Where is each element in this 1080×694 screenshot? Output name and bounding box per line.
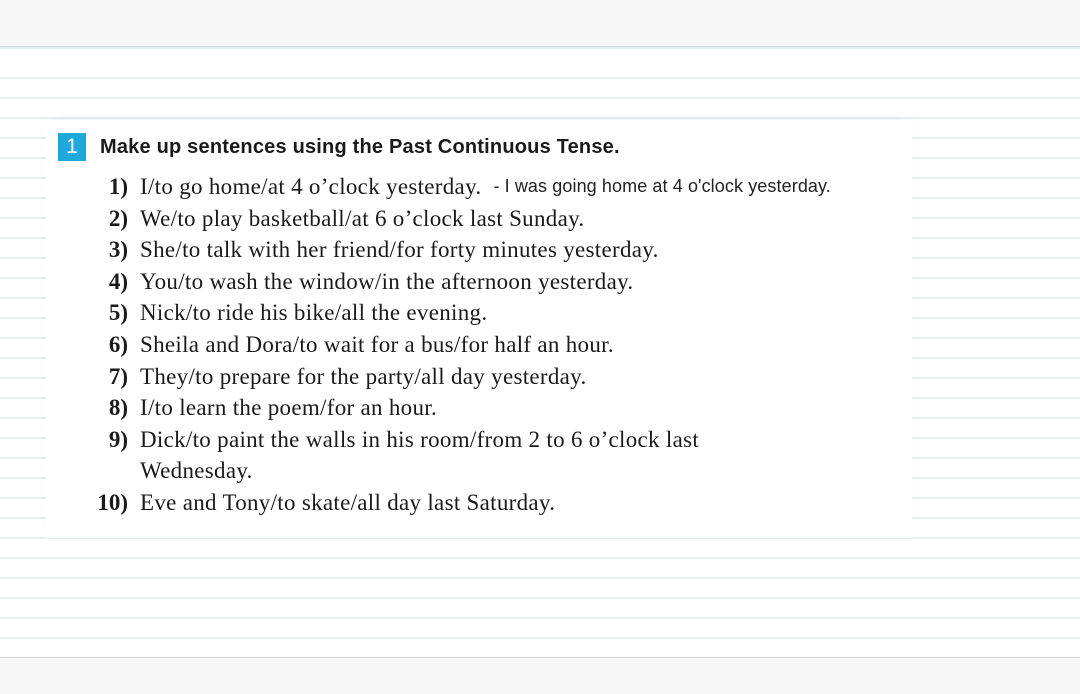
- list-item: [90, 266, 1070, 298]
- exercise-item-list: [90, 171, 1070, 519]
- handwritten-answer: - I was going home at 4 o'clock yesterday.: [493, 176, 831, 196]
- item-number: 10): [97, 489, 128, 515]
- item-prompt-line: Dick/to paint the walls in his room/from 2 to 6 o’clock last: [140, 426, 700, 452]
- item-number: 2): [108, 205, 128, 231]
- list-item: [90, 361, 1070, 393]
- list-item: [90, 234, 1070, 266]
- item-prompt: They/to prepare for the party/all day yesterday.: [140, 363, 587, 389]
- list-item: [90, 171, 1070, 203]
- top-toolbar: [0, 0, 1080, 47]
- item-number: 8): [108, 395, 128, 421]
- item-number: 4): [108, 268, 128, 294]
- bottom-toolbar: [0, 657, 1080, 694]
- item-prompt-multiline: [140, 424, 699, 487]
- list-item: [90, 203, 1070, 235]
- list-item: [90, 487, 1070, 519]
- item-prompt: We/to play basketball/at 6 o’clock last Sunday.: [140, 205, 585, 231]
- item-prompt: I/to learn the poem/for an hour.: [140, 395, 438, 421]
- item-prompt: She/to talk with her friend/for forty minutes yesterday.: [140, 237, 659, 263]
- item-prompt: You/to wash the window/in the afternoon yesterday.: [140, 268, 634, 294]
- list-item: [90, 329, 1070, 361]
- exercise-header: [58, 133, 620, 161]
- list-item: [90, 392, 1070, 424]
- item-prompt: Eve and Tony/to skate/all day last Saturday.: [140, 489, 556, 515]
- list-item: [90, 297, 1070, 329]
- item-number: 3): [108, 237, 128, 263]
- item-prompt: I/to go home/at 4 o’clock yesterday.: [140, 174, 482, 199]
- item-number: 5): [108, 300, 128, 326]
- item-prompt: Nick/to ride his bike/all the evening.: [140, 300, 488, 326]
- item-number: 9): [108, 426, 128, 452]
- item-prompt-line: Wednesday.: [140, 458, 253, 484]
- item-prompt: Sheila and Dora/to wait for a bus/for half an hour.: [140, 331, 614, 357]
- exercise-instruction: Make up sentences using the Past Continuous Tense.: [100, 135, 620, 158]
- item-number: 7): [108, 363, 128, 389]
- item-number: 6): [108, 331, 128, 357]
- list-item: [90, 424, 1070, 487]
- item-number: 1): [108, 174, 128, 199]
- exercise-number-badge: 1: [58, 133, 86, 161]
